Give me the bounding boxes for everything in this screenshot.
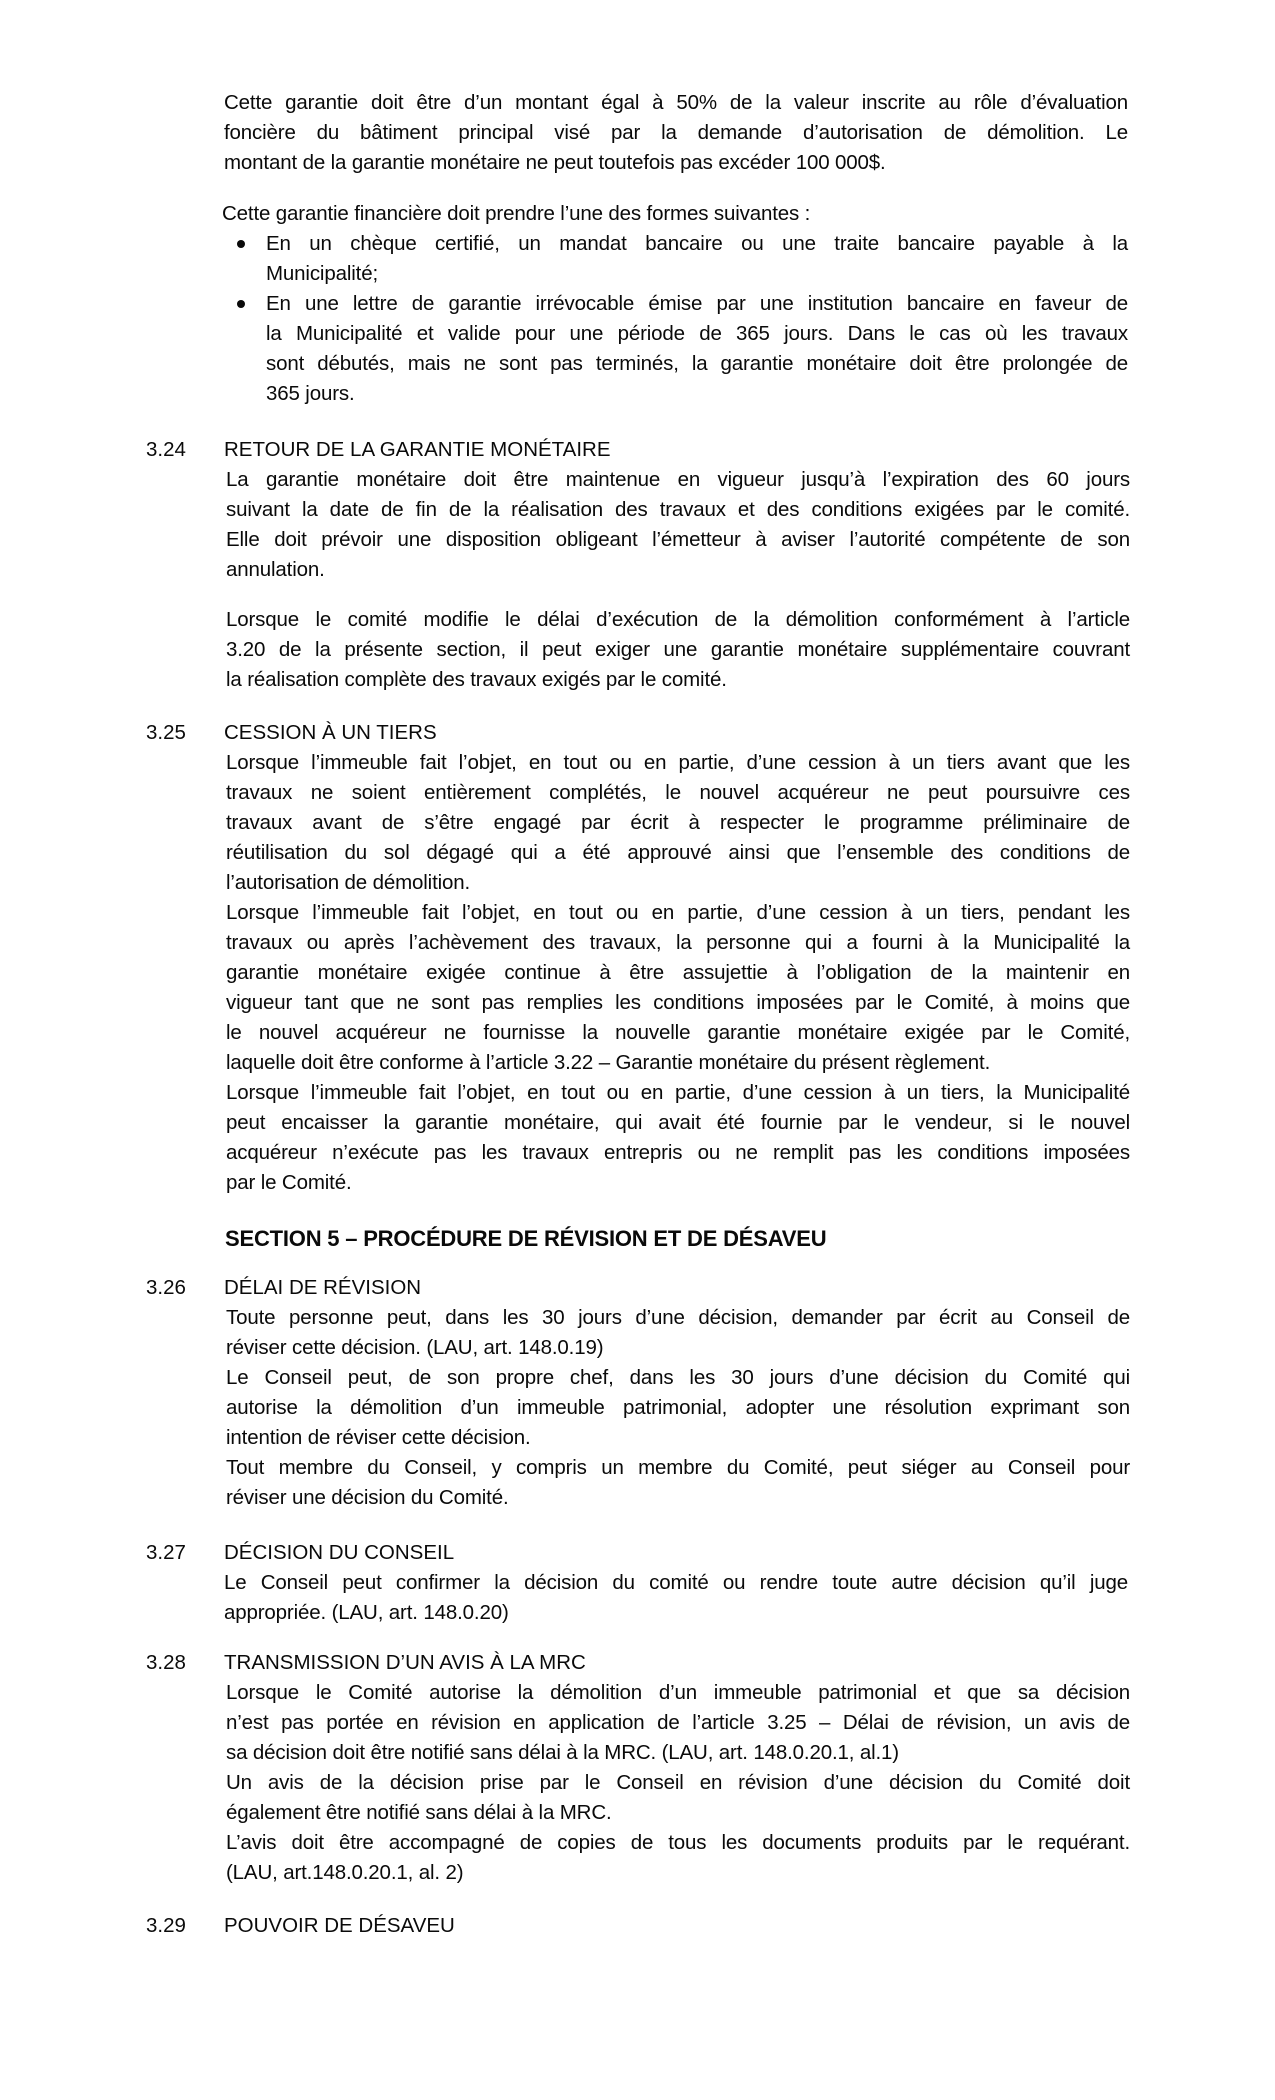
text-line: l’autorisation de démolition. <box>226 871 471 894</box>
text-line: travaux avant de s’être engagé par écrit à respecter le programme préliminaire de <box>226 811 1130 834</box>
text-line: la Municipalité et valide pour une période de 365 jours. Dans le cas où les travaux <box>266 322 1128 345</box>
text-line: Lorsque le comité modifie le délai d’exécution de la démolition conformément à l’article <box>226 608 1130 631</box>
text-line: Lorsque le Comité autorise la démolition d’un immeuble patrimonial et que sa décision <box>226 1681 1130 1704</box>
text-line: Elle doit prévoir une disposition obligeant l’émetteur à aviser l’autorité compétente de son <box>226 528 1130 551</box>
bullet-icon <box>237 240 245 248</box>
article-body-3-28 <box>226 1678 1130 1888</box>
text-line: réviser une décision du Comité. <box>226 1486 509 1509</box>
text-line: Cette garantie financière doit prendre l’une des formes suivantes : <box>222 202 811 225</box>
text-line: foncière du bâtiment principal visé par la demande d’autorisation de démolition. Le <box>224 121 1128 144</box>
article-number: 3.29 <box>146 1914 186 1937</box>
text-line: réviser cette décision. (LAU, art. 148.0.19) <box>226 1336 604 1359</box>
text-line: travaux ou après l’achèvement des travaux, la personne qui a fourni à la Municipalité la <box>226 931 1130 954</box>
article-title: TRANSMISSION D’UN AVIS À LA MRC <box>224 1651 586 1674</box>
text-line: Le Conseil peut, de son propre chef, dans les 30 jours d’une décision du Comité qui <box>226 1366 1130 1389</box>
guarantee-forms-list <box>224 229 1128 409</box>
bullet-icon <box>237 300 245 308</box>
text-line: Lorsque l’immeuble fait l’objet, en tout ou en partie, d’une cession à un tiers avant que les <box>226 751 1130 774</box>
article-title: CESSION À UN TIERS <box>224 721 437 744</box>
article-number: 3.24 <box>146 438 186 461</box>
article-number: 3.25 <box>146 721 186 744</box>
text-line: Un avis de la décision prise par le Conseil en révision d’une décision du Comité doit <box>226 1771 1130 1794</box>
text-line: garantie monétaire exigée continue à être assujettie à l’obligation de la maintenir en <box>226 961 1130 984</box>
text-line: Cette garantie doit être d’un montant égal à 50% de la valeur inscrite au rôle d’évaluation <box>224 91 1128 114</box>
text-line: En une lettre de garantie irrévocable émise par une institution bancaire en faveur de <box>266 292 1128 315</box>
text-line: le nouvel acquéreur ne fournisse la nouvelle garantie monétaire exigée par le Comité, <box>226 1021 1130 1044</box>
text-line: Lorsque l’immeuble fait l’objet, en tout ou en partie, d’une cession à un tiers, pendant les <box>226 901 1130 924</box>
guarantee-forms-intro <box>222 199 1126 229</box>
article-body-3-25 <box>226 748 1130 1198</box>
text-line: vigueur tant que ne sont pas remplies les conditions imposées par le Comité, à moins que <box>226 991 1130 1014</box>
text-line: suivant la date de fin de la réalisation des travaux et des conditions exigées par le comité. <box>226 498 1130 521</box>
text-line: autorise la démolition d’un immeuble patrimonial, adopter une résolution exprimant son <box>226 1396 1130 1419</box>
text-line: également être notifié sans délai à la MRC. <box>226 1801 612 1824</box>
text-line: n’est pas portée en révision en application de l’article 3.25 – Délai de révision, un avis de <box>226 1711 1130 1734</box>
text-line: 3.20 de la présente section, il peut exiger une garantie monétaire supplémentaire couvrant <box>226 638 1130 661</box>
article-title: DÉCISION DU CONSEIL <box>224 1541 455 1564</box>
text-line: En un chèque certifié, un mandat bancaire ou une traite bancaire payable à la <box>266 232 1128 255</box>
text-line: la réalisation complète des travaux exigés par le comité. <box>226 668 727 691</box>
guarantee-amount-paragraph <box>224 88 1128 178</box>
list-item <box>224 289 1128 409</box>
text-line: travaux ne soient entièrement complétés, le nouvel acquéreur ne peut poursuivre ces <box>226 781 1130 804</box>
text-line: (LAU, art.148.0.20.1, al. 2) <box>226 1861 464 1884</box>
text-line: appropriée. (LAU, art. 148.0.20) <box>224 1601 509 1624</box>
text-line: 365 jours. <box>266 382 355 405</box>
article-title: POUVOIR DE DÉSAVEU <box>224 1914 455 1937</box>
text-line: Toute personne peut, dans les 30 jours d’une décision, demander par écrit au Conseil de <box>226 1306 1130 1329</box>
article-number: 3.27 <box>146 1541 186 1564</box>
text-line: Lorsque l’immeuble fait l’objet, en tout ou en partie, d’une cession à un tiers, la Municipalité <box>226 1081 1130 1104</box>
text-line: par le Comité. <box>226 1171 352 1194</box>
text-line: Municipalité; <box>266 262 378 285</box>
article-body-3-24-p2 <box>226 605 1130 695</box>
text-line: sont débutés, mais ne sont pas terminés, la garantie monétaire doit être prolongée de <box>266 352 1128 375</box>
article-body-3-26 <box>226 1303 1130 1513</box>
text-line: Le Conseil peut confirmer la décision du comité ou rendre toute autre décision qu’il juge <box>224 1571 1128 1594</box>
list-item <box>224 229 1128 289</box>
text-line: peut encaisser la garantie monétaire, qui avait été fournie par le vendeur, si le nouvel <box>226 1111 1130 1134</box>
text-line: acquéreur n’exécute pas les travaux entrepris ou ne remplit pas les conditions imposées <box>226 1141 1130 1164</box>
text-line: annulation. <box>226 558 325 581</box>
text-line: L’avis doit être accompagné de copies de tous les documents produits par le requérant. <box>226 1831 1130 1854</box>
article-title: RETOUR DE LA GARANTIE MONÉTAIRE <box>224 438 611 461</box>
section-heading: SECTION 5 – PROCÉDURE DE RÉVISION ET DE DÉSAVEU <box>225 1226 827 1251</box>
text-line: réutilisation du sol dégagé qui a été approuvé ainsi que l’ensemble des conditions de <box>226 841 1130 864</box>
article-title: DÉLAI DE RÉVISION <box>224 1276 422 1299</box>
article-number: 3.28 <box>146 1651 186 1674</box>
text-line: La garantie monétaire doit être maintenue en vigueur jusqu’à l’expiration des 60 jours <box>226 468 1130 491</box>
article-number: 3.26 <box>146 1276 186 1299</box>
text-line: Tout membre du Conseil, y compris un membre du Comité, peut siéger au Conseil pour <box>226 1456 1130 1479</box>
text-line: montant de la garantie monétaire ne peut toutefois pas excéder 100 000$. <box>224 151 886 174</box>
text-line: intention de réviser cette décision. <box>226 1426 531 1449</box>
text-line: laquelle doit être conforme à l’article 3.22 – Garantie monétaire du présent règlement. <box>226 1051 991 1074</box>
text-line: sa décision doit être notifié sans délai à la MRC. (LAU, art. 148.0.20.1, al.1) <box>226 1741 899 1764</box>
article-body-3-24 <box>226 465 1130 585</box>
article-body-3-27 <box>224 1568 1128 1628</box>
